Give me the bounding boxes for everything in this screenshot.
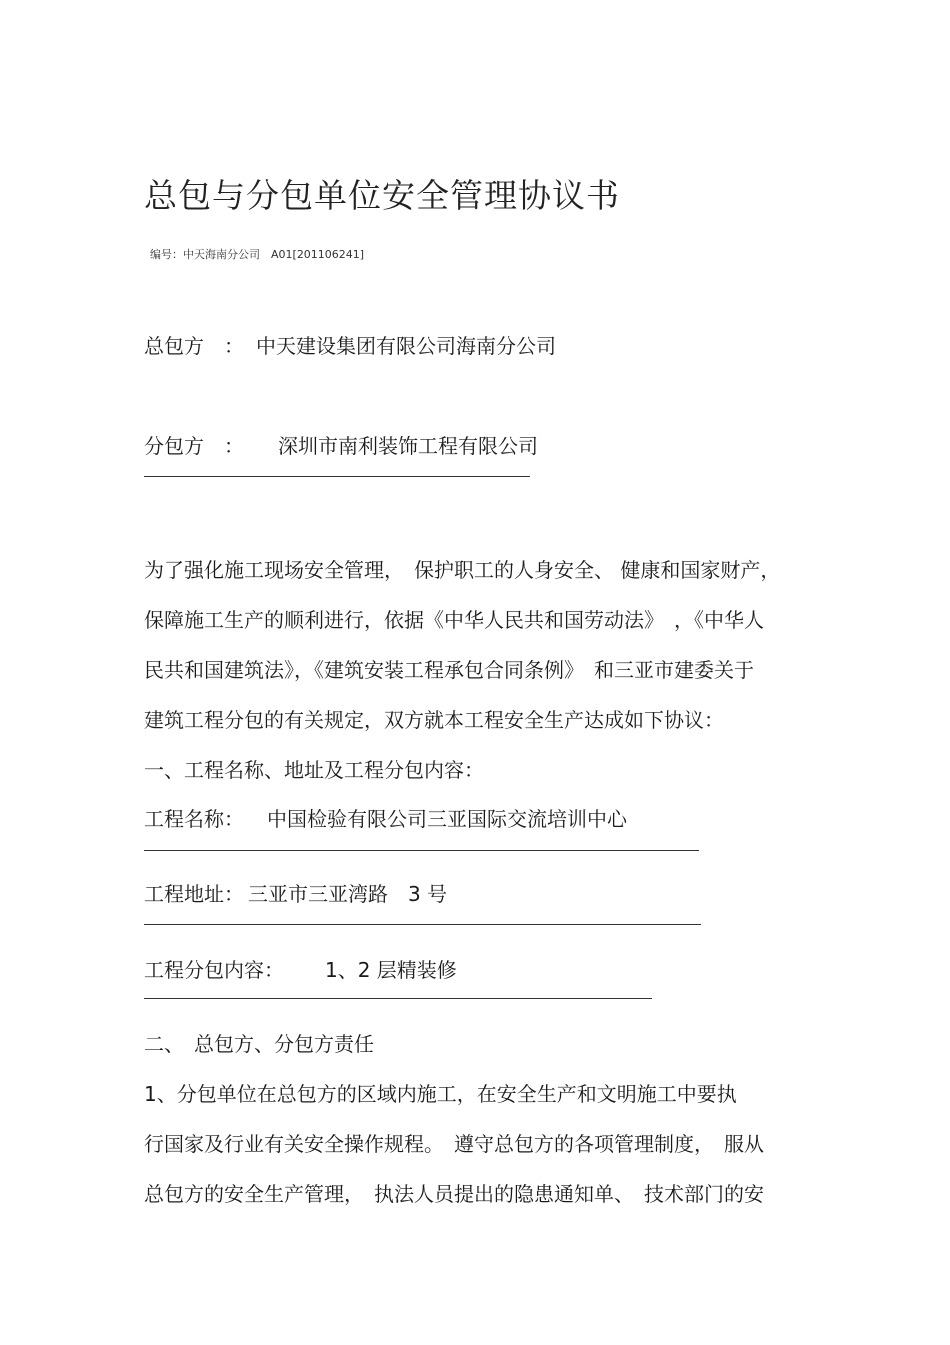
subcontractor-underline (144, 476, 530, 477)
contractor-value: 中天建设集团有限公司海南分公司 (256, 334, 556, 358)
paragraph-line: 保障施工生产的顺利进行，依据《中华人民共和国劳动法》 ，《中华人 (144, 608, 764, 632)
scope-value: 1、2 层精装修 (325, 958, 457, 982)
document-title: 总包与分包单位安全管理协议书 (144, 176, 620, 215)
section-heading: 二、 总包方、分包方责任 (144, 1032, 374, 1056)
clause-line: 行国家及行业有关安全操作规程。 遵守总包方的各项管理制度， 服从 (144, 1132, 764, 1156)
project-address-label: 工程地址： (144, 882, 244, 906)
project-address-value: 三亚市三亚湾路 3 号 (248, 882, 448, 906)
scope-underline (144, 998, 652, 999)
project-name-label: 工程名称： (144, 807, 244, 831)
subcontractor-label: 分包方 ： (144, 434, 244, 458)
document-number: 编号：中天海南分公司 A01[201106241] (150, 248, 365, 261)
paragraph-line: 民共和国建筑法》，《建筑安装工程承包合同条例》 和三亚市建委关于 (144, 658, 754, 682)
paragraph-line: 建筑工程分包的有关规定，双方就本工程安全生产达成如下协议： (144, 708, 724, 732)
project-name-underline (144, 850, 699, 851)
paragraph-line: 为了强化施工现场安全管理， 保护职工的人身安全、 健康和国家财产， (144, 558, 781, 582)
clause-line: 总包方的安全生产管理， 执法人员提出的隐患通知单、 技术部门的安 (144, 1182, 764, 1206)
project-name-value: 中国检验有限公司三亚国际交流培训中心 (267, 807, 627, 831)
scope-label: 工程分包内容： (144, 958, 284, 982)
section-heading: 一、工程名称、地址及工程分包内容： (144, 758, 484, 782)
contractor-label: 总包方 ： (144, 334, 244, 358)
clause-line: 1、分包单位在总包方的区域内施工，在安全生产和文明施工中要执 (144, 1082, 737, 1106)
subcontractor-value: 深圳市南利装饰工程有限公司 (278, 434, 538, 458)
project-address-underline (144, 924, 701, 925)
